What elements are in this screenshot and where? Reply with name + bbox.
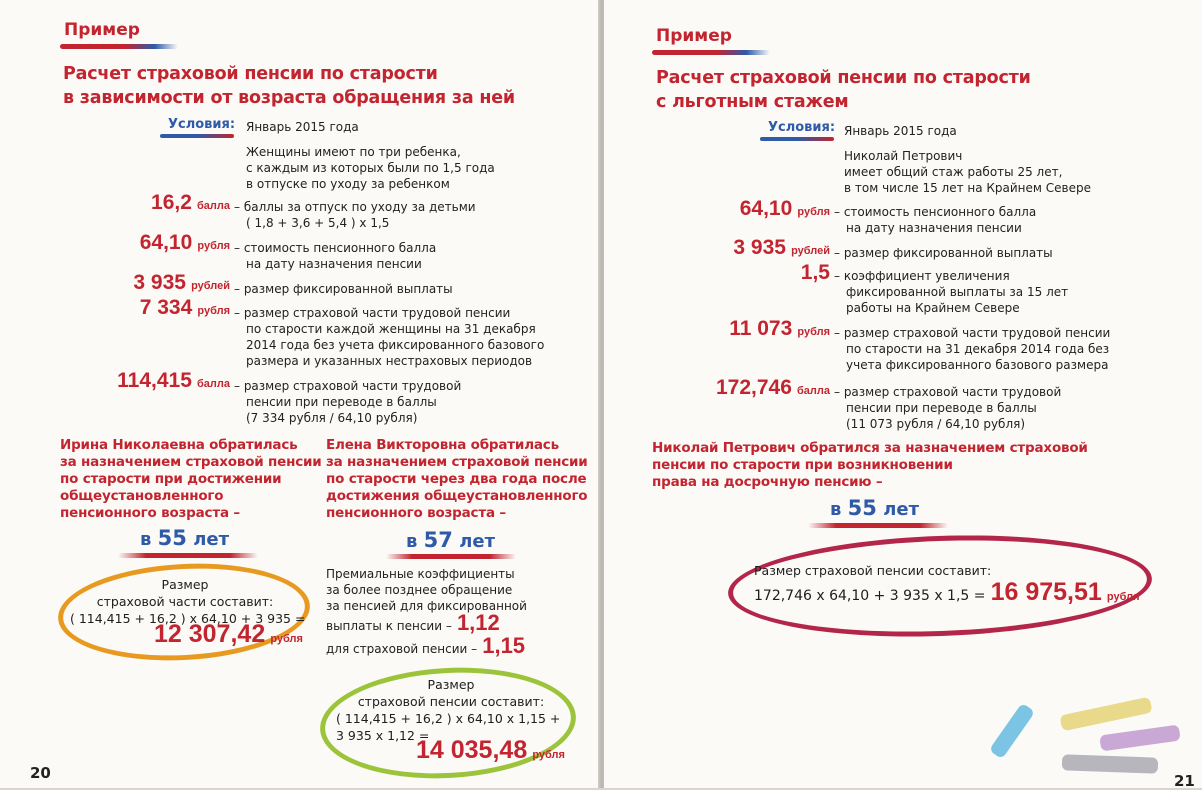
right-item-desc: – стоимость пенсионного балла на дату назначения пенсии xyxy=(834,205,1037,235)
left-item-value: 16,2 балла xyxy=(151,191,230,214)
right-conditions-label: Условия: xyxy=(768,120,836,135)
right-title-line2: с льготным стажем xyxy=(656,92,849,112)
elena-age: в 57 лет xyxy=(406,528,496,552)
left-item-desc: – размер фиксированной выплаты xyxy=(234,282,453,296)
left-title-line1: Расчет страховой пенсии по старости xyxy=(63,64,438,84)
elena-heading: Елена Викторовна обратилась за назначением страховой пенсии по старости через два года после достижения общеустановленного пенсионного возраста – xyxy=(326,437,588,521)
page-number-right: 21 xyxy=(1174,772,1195,790)
right-item-desc: – размер страховой части трудовой пенсии при переводе в баллы (11 073 рубля / 64,10 рубля) xyxy=(834,385,1062,431)
page-number-left: 20 xyxy=(30,764,51,782)
left-conditions-underline xyxy=(160,134,234,138)
irina-result: 12 307,42 рубля xyxy=(154,620,303,648)
chalk-blue xyxy=(989,703,1035,760)
right-kicker: Пример xyxy=(656,26,732,46)
right-title-line1: Расчет страховой пенсии по старости xyxy=(656,68,1031,88)
left-kicker-underline xyxy=(60,44,178,49)
nikolai-formula-label: Размер страховой пенсии составит: xyxy=(754,563,992,578)
elena-premium: Премиальные коэффициенты за более позднее обращение за пенсией для фиксированной xyxy=(326,567,527,613)
right-item-value: 11 073 рубля xyxy=(729,317,830,340)
left-item-value: 114,415 балла xyxy=(117,369,230,392)
left-item-desc: – стоимость пенсионного балла на дату назначения пенсии xyxy=(234,241,437,271)
left-item-value: 3 935 рублей xyxy=(133,271,230,294)
left-item-desc: – размер страховой части трудовой пенсии по старости каждой женщины на 31 декабря 2014 года без учета фиксированного базового размера и указанных нестраховых периодов xyxy=(234,306,545,368)
nikolai-formula: 172,746 х 64,10 + 3 935 х 1,5 = 16 975,51 рубля xyxy=(754,578,1140,606)
irina-formula: Размер страховой части составит: ( 114,415 + 16,2 ) х 64,10 + 3 935 = xyxy=(70,577,306,626)
left-conditions-label: Условия: xyxy=(168,117,236,132)
right-cond-text: Николай Петрович имеет общий стаж работы 25 лет, в том числе 15 лет на Крайнем Севере xyxy=(844,149,1091,195)
left-title xyxy=(63,62,515,110)
right-page xyxy=(604,0,1202,788)
left-item-value: 64,10 рубля xyxy=(139,231,230,254)
irina-age-underline xyxy=(118,553,258,558)
right-kicker-underline xyxy=(652,50,770,55)
left-cond-date: Январь 2015 года xyxy=(246,120,359,134)
irina-age: в 55 лет xyxy=(140,526,230,550)
right-title xyxy=(656,66,1031,114)
right-conditions-underline xyxy=(760,137,834,141)
nikolai-age-underline xyxy=(808,523,948,528)
left-page xyxy=(0,0,600,788)
elena-premium-insurance: для страховой пенсии – 1,15 xyxy=(326,633,526,658)
elena-result: 14 035,48 рубля xyxy=(416,736,565,764)
elena-formula: Размер страховой пенсии составит: ( 114,415 + 16,2 ) х 64,10 х 1,15 + 3 935 х 1,12 = xyxy=(336,677,561,743)
chalk-purple xyxy=(1099,725,1180,752)
right-item-desc: – коэффициент увеличения фиксированной выплаты за 15 лет работы на Крайнем Севере xyxy=(834,269,1069,315)
left-title-line2: в зависимости от возраста обращения за ней xyxy=(63,88,515,108)
right-item-value: 64,10 рубля xyxy=(739,197,830,220)
left-item-desc: – баллы за отпуск по уходу за детьми ( 1,8 + 3,6 + 5,4 ) х 1,5 xyxy=(234,200,476,230)
left-item-desc: – размер страховой части трудовой пенсии при переводе в баллы (7 334 рубля / 64,10 рубля) xyxy=(234,379,462,425)
right-item-value: 1,5 xyxy=(800,261,830,284)
right-item-value: 172,746 балла xyxy=(715,376,830,399)
right-item-desc: – размер страховой части трудовой пенсии по старости на 31 декабря 2014 года без учета фиксированного базового размера xyxy=(834,326,1111,372)
left-cond-text: Женщины имеют по три ребенка, с каждым из которых были по 1,5 года в отпуске по уходу за ребенком xyxy=(246,145,495,191)
right-item-desc: – размер фиксированной выплаты xyxy=(834,246,1053,260)
right-item-value: 3 935 рублей xyxy=(733,236,830,259)
nikolai-heading: Николай Петрович обратился за назначением страховой пенсии по старости при возникновении права на досрочную пенсию – xyxy=(652,440,1088,490)
elena-age-underline xyxy=(386,554,516,559)
left-item-value: 7 334 рубля xyxy=(139,296,230,319)
chalk-yellow xyxy=(1059,697,1152,732)
elena-premium-fixed: выплаты к пенсии – 1,12 xyxy=(326,610,500,635)
chalk-gray xyxy=(1062,754,1159,773)
nikolai-age: в 55 лет xyxy=(830,496,920,520)
irina-heading: Ирина Николаевна обратилась за назначением страховой пенсии по старости при достижении общеустановленного пенсионного возраста – xyxy=(60,437,322,521)
left-kicker: Пример xyxy=(64,20,140,40)
right-cond-date: Январь 2015 года xyxy=(844,124,957,138)
